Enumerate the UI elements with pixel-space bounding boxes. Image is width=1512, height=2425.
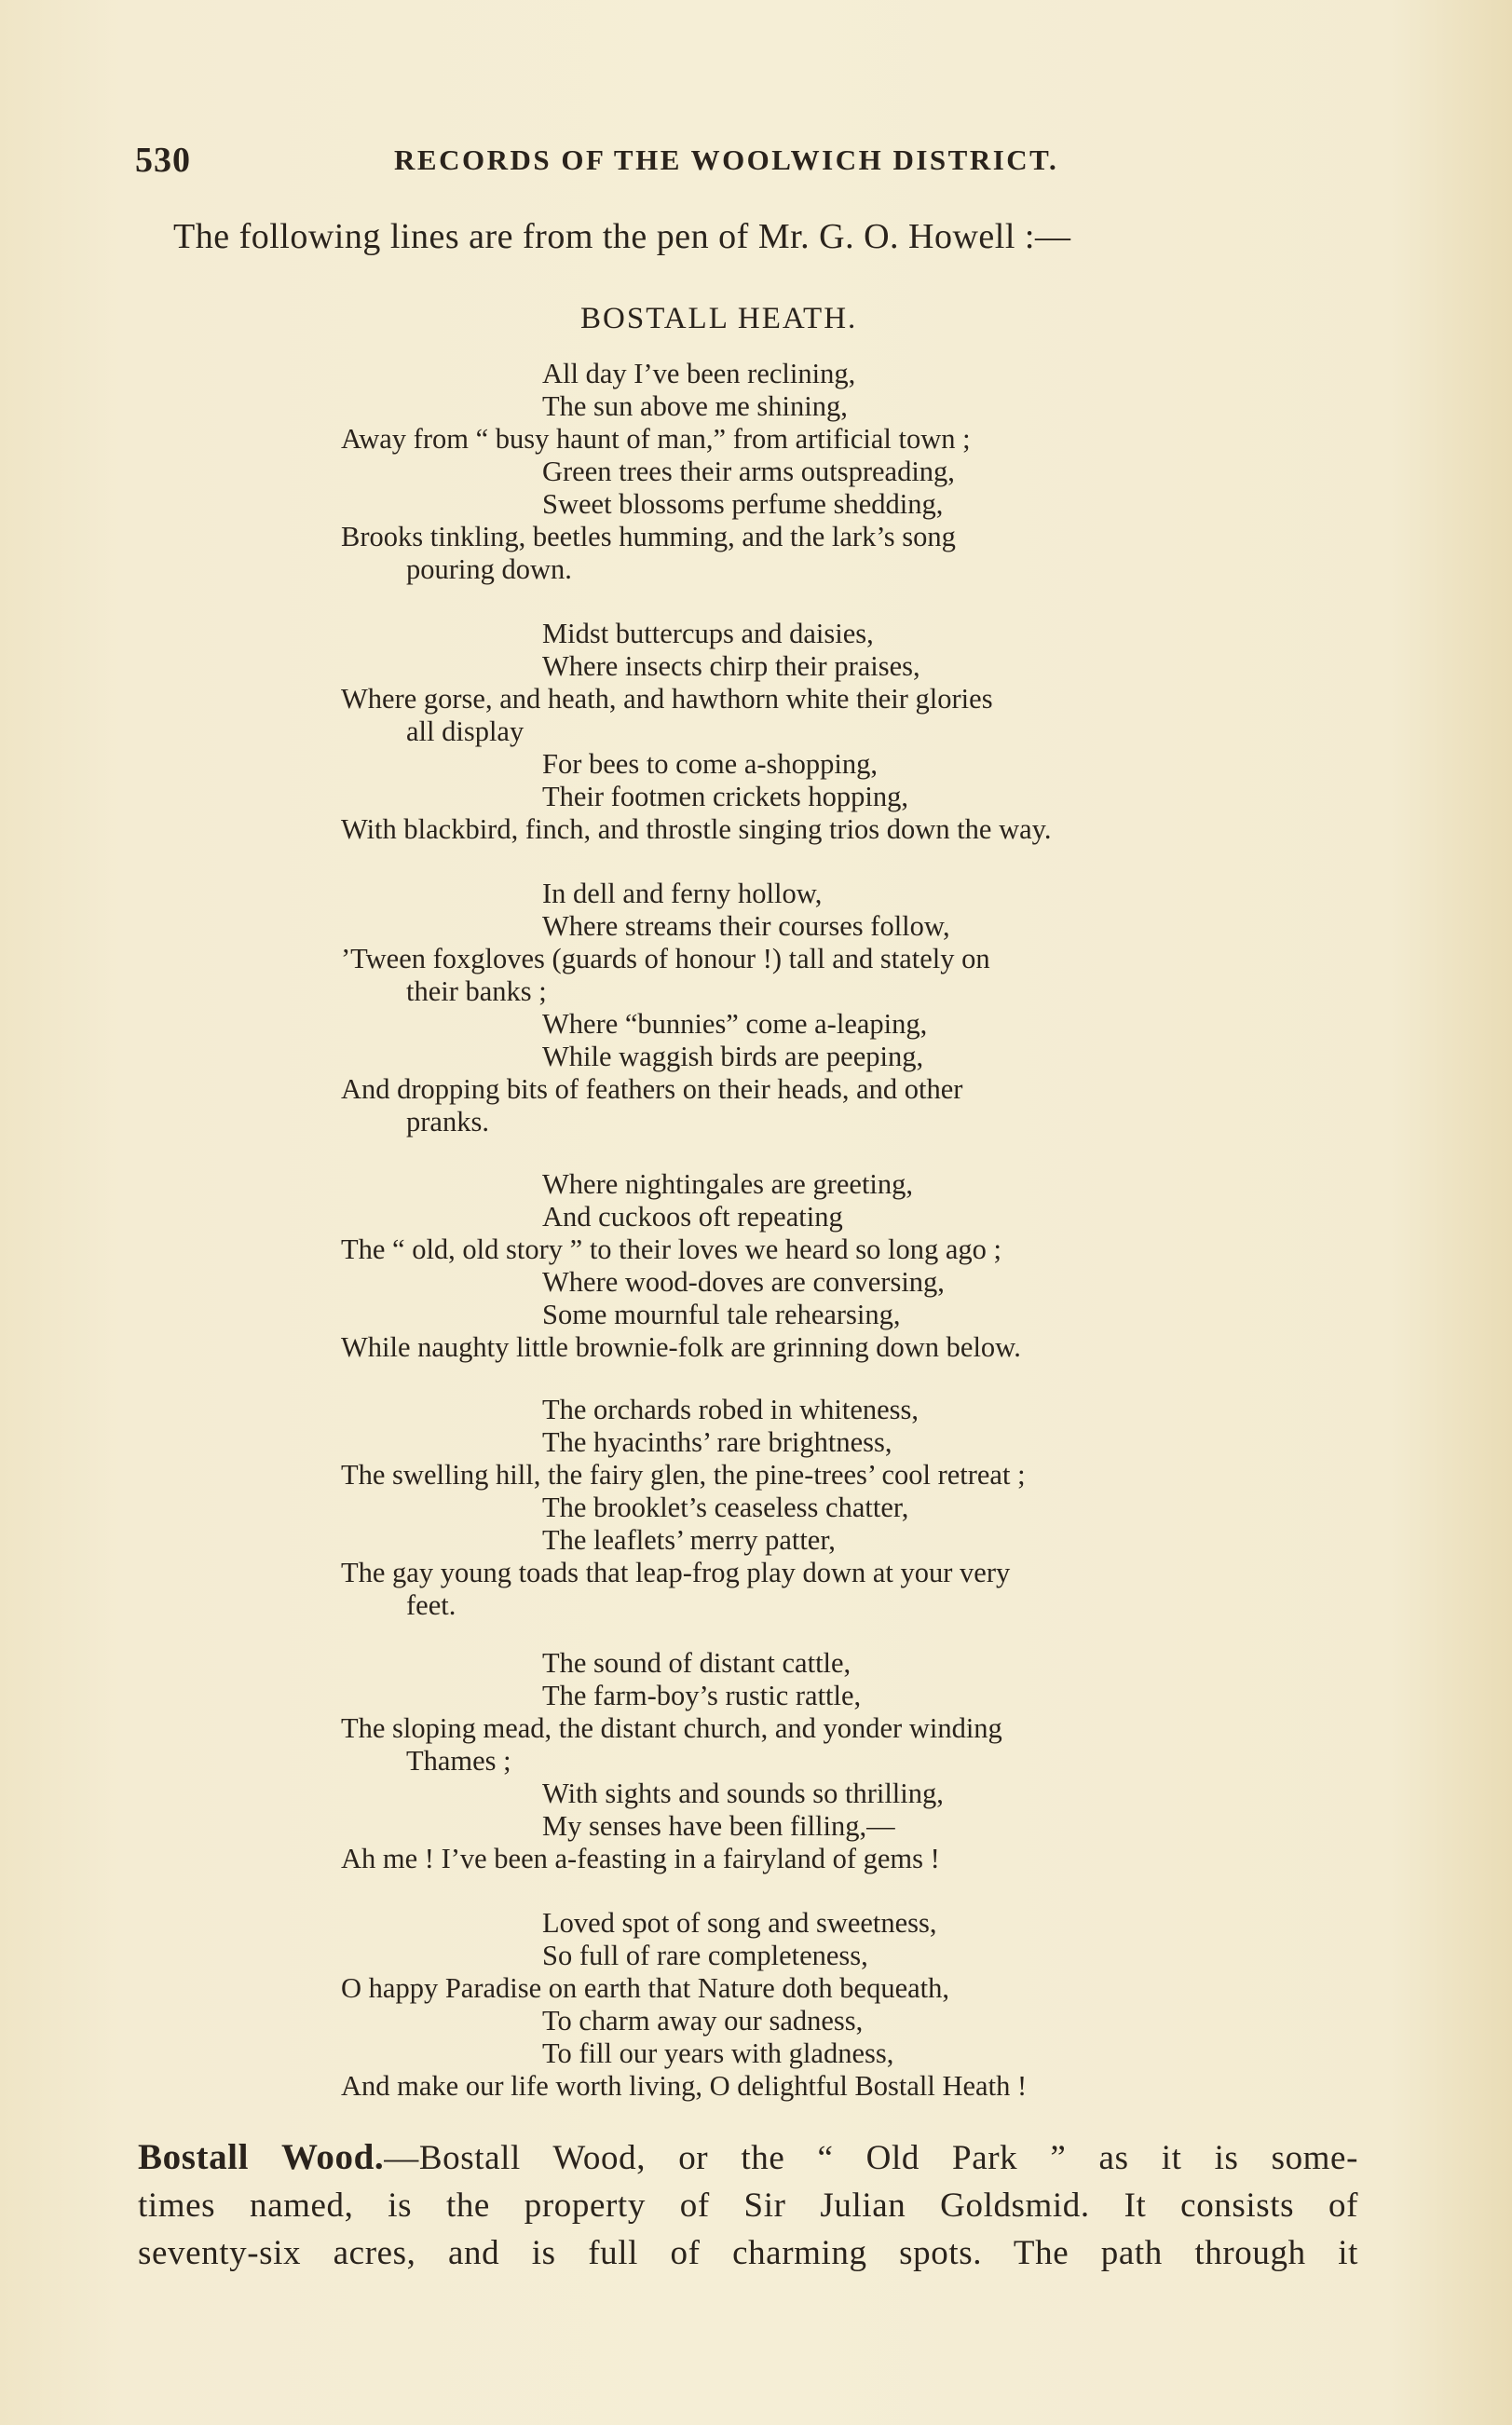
poem-line: Sweet blossoms perfume shedding, [542, 488, 944, 520]
poem-line: pouring down. [406, 553, 572, 585]
page-number: 530 [135, 141, 191, 180]
poem-title: BOSTALL HEATH. [580, 302, 858, 335]
poem-line: The sloping mead, the distant church, and yonder winding [341, 1712, 1002, 1744]
poem-line: Midst buttercups and daisies, [542, 618, 874, 649]
poem-line: Away from “ busy haunt of man,” from artificial town ; [341, 423, 971, 455]
poem-line: Brooks tinkling, beetles humming, and the lark’s song [341, 521, 956, 552]
poem-line: To fill our years with gladness, [542, 2037, 894, 2069]
poem-line: The swelling hill, the fairy glen, the pine-trees’ cool retreat ; [341, 1459, 1026, 1491]
poem-line: Some mournful tale rehearsing, [542, 1299, 901, 1330]
poem-line: In dell and ferny hollow, [542, 878, 823, 909]
poem-line: All day I’ve been reclining, [542, 358, 856, 389]
poem-line: their banks ; [406, 975, 547, 1007]
poem-line: The gay young toads that leap-frog play down at your very [341, 1557, 1011, 1588]
poem-line: And dropping bits of feathers on their heads, and other [341, 1073, 963, 1105]
poem-line: pranks. [406, 1106, 489, 1138]
poem-line: While waggish birds are peeping, [542, 1041, 924, 1072]
poem-line: Thames ; [406, 1745, 511, 1777]
poem-line: Ah me ! I’ve been a-feasting in a fairyland of gems ! [341, 1843, 940, 1874]
poem-line: With blackbird, finch, and throstle singing trios down the way. [341, 813, 1052, 845]
poem-line: And cuckoos oft repeating [542, 1201, 843, 1233]
poem-line: The “ old, old story ” to their loves we heard so long ago ; [341, 1233, 1001, 1265]
poem-line: Where nightingales are greeting, [542, 1168, 914, 1200]
poem-line: ’Tween foxgloves (guards of honour !) tall and stately on [341, 943, 990, 974]
poem-line: The orchards robed in whiteness, [542, 1394, 919, 1425]
page-header [135, 140, 1337, 186]
poem-line: With sights and sounds so thrilling, [542, 1778, 944, 1809]
closing-paragraph [138, 2133, 1358, 2277]
poem-line: Where “bunnies” come a-leaping, [542, 1008, 928, 1040]
poem-line: Loved spot of song and sweetness, [542, 1907, 937, 1939]
poem-line: The brooklet’s ceaseless chatter, [542, 1492, 909, 1523]
poem-line: Where insects chirp their praises, [542, 650, 920, 682]
poem-line: O happy Paradise on earth that Nature doth bequeath, [341, 1972, 949, 2004]
poem-line: The leaflets’ merry patter, [542, 1524, 836, 1556]
poem-line: My senses have been filling,— [542, 1810, 895, 1842]
paragraph-line: seventy-six acres, and is full of charming spots. The path through it [138, 2234, 1358, 2272]
intro-line: The following lines are from the pen of Mr. G. O. Howell :— [173, 217, 1071, 256]
poem-line: Green trees their arms outspreading, [542, 456, 955, 487]
running-head: RECORDS OF THE WOOLWICH DISTRICT. [394, 143, 1059, 176]
poem-line: To charm away our sadness, [542, 2005, 864, 2037]
poem-line: For bees to come a-shopping, [542, 748, 878, 780]
poem-line: all display [406, 715, 524, 747]
poem-line: The sound of distant cattle, [542, 1647, 851, 1679]
paragraph-line: —Bostall Wood, or the “ Old Park ” as it is some- [384, 2139, 1359, 2177]
poem-line: feet. [406, 1589, 456, 1621]
section-heading: Bostall Wood. [138, 2137, 385, 2177]
poem-line: And make our life worth living, O delightful Bostall Heath ! [341, 2070, 1028, 2102]
poem-line: While naughty little brownie-folk are grinning down below. [341, 1331, 1021, 1363]
poem-line: Where gorse, and heath, and hawthorn white their glories [341, 683, 993, 715]
paragraph-line: times named, is the property of Sir Julian Goldsmid. It consists of [138, 2187, 1358, 2225]
poem-line: The hyacinths’ rare brightness, [542, 1426, 892, 1458]
poem-line: The sun above me shining, [542, 390, 848, 422]
poem-line: The farm-boy’s rustic rattle, [542, 1680, 862, 1711]
poem-line: Their footmen crickets hopping, [542, 781, 909, 812]
poem-line: Where wood-doves are conversing, [542, 1266, 945, 1298]
poem-line: Where streams their courses follow, [542, 910, 950, 942]
poem-line: So full of rare completeness, [542, 1940, 868, 1971]
